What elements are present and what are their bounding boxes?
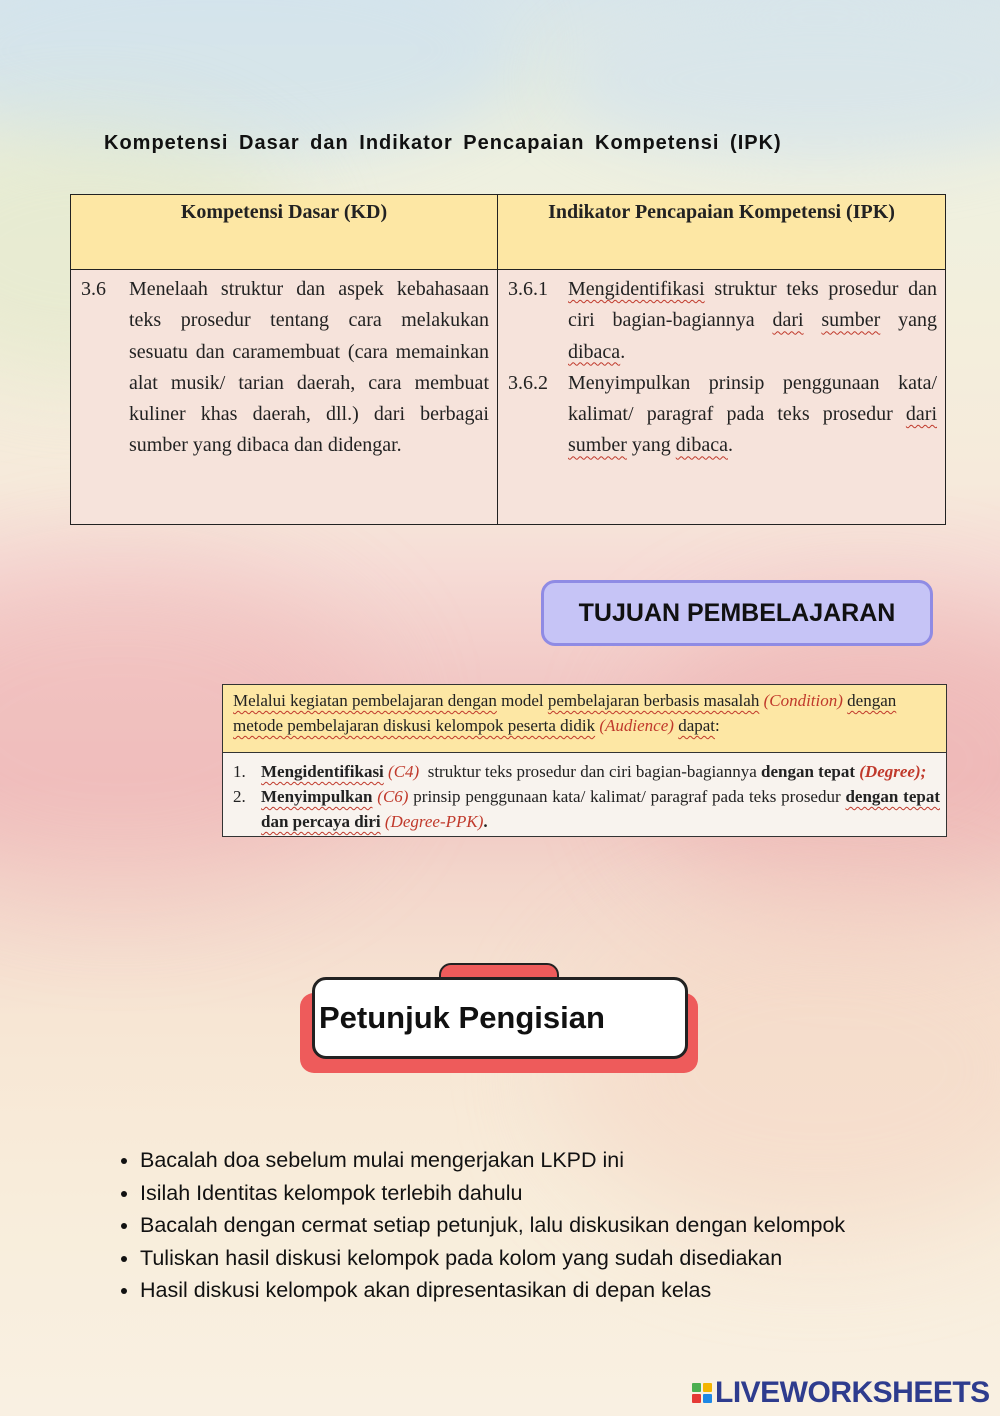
ipk-text-part: yang [626,434,676,457]
intro-text-part: : [715,716,720,735]
cognitive-level: (C6) [377,787,409,806]
verb-bold: Menyimpulkan [261,787,373,806]
tujuan-text [261,759,940,784]
ipk-text-part: yang [880,309,937,332]
tujuan-pembelajaran-label: TUJUAN PEMBELAJARAN [541,580,933,646]
verb-bold: Mengidentifikasi [261,762,384,781]
petunjuk-pengisian-banner [300,963,700,1075]
tujuan-number: 2. [233,787,246,806]
spell-underlined-word: sumber [568,434,627,457]
ipk-text-part [804,309,822,331]
spell-underlined-word: dengan metode pembelajaran diskusi kelompok peserta didik [233,691,897,735]
tujuan-item [233,784,940,834]
intro-text-part: model [496,691,548,710]
ipk-number: 3.6.2 [508,371,548,394]
kd-item [81,274,489,462]
table-row [223,753,947,837]
degree-bold: dengan tepat dan percaya diri [261,787,940,831]
tujuan-items-cell [223,753,947,837]
table-header-row [223,685,947,753]
tujuan-item [233,759,940,784]
ipk-item [508,368,937,462]
degree-label: (Degree-PPK) [384,812,484,831]
list-item: • Tuliskan hasil diskusi kelompok pada kolom yang sudah disediakan [140,1242,1000,1275]
liveworksheets-logo-icon [692,1383,712,1403]
sentence-end: . [483,812,488,831]
ipk-header: Indikator Pencapaian Kompetensi (IPK) [498,195,946,270]
tujuan-text [261,784,940,834]
spell-underlined-word: Melalui kegiatan pembelajaran dengan [233,691,497,710]
tujuan-body: prinsip penggunaan kata/ kalimat/ paragraf pada teks prosedur [413,787,841,806]
spell-underlined-word: dibaca [568,340,621,363]
ipk-item [508,274,937,368]
kd-cell [71,270,498,525]
ipk-text [568,274,937,368]
ipk-text-part: struktur teks prosedur dan ciri bagian-bagiannya [568,278,937,332]
ipk-text-part: . [727,434,733,457]
tujuan-intro [223,685,947,753]
ipk-text [568,368,937,462]
brand-name: LIVEWORKSHEETS [715,1376,990,1409]
page-title: Kompetensi Dasar dan Indikator Pencapaian Kompetensi (IPK) [104,132,782,154]
instructions-list [110,1144,1000,1307]
kd-header: Kompetensi Dasar (KD) [71,195,498,270]
spell-underlined-word: dari [772,309,804,332]
spell-underlined-word: sumber [821,309,881,332]
degree-label: (Degree); [859,762,927,781]
spell-underlined-word: dari [905,403,937,426]
list-item: • Isilah Identitas kelompok terlebih dahulu [140,1177,1000,1210]
table-header-row [71,195,946,270]
liveworksheets-logo[interactable] [692,1376,990,1410]
kd-ipk-table [70,194,946,525]
cognitive-level: (C4) [388,762,420,781]
spell-underlined-word: dibaca [675,434,728,457]
degree-bold: dengan tepat [761,762,855,781]
list-item: • Bacalah doa sebelum mulai mengerjakan LKPD ini [140,1144,1000,1177]
tujuan-body: struktur teks prosedur dan ciri bagian-bagiannya [427,762,757,781]
tujuan-pembelajaran-table [222,684,947,837]
audience-label: (Audience) [599,716,674,735]
petunjuk-pengisian-title: Petunjuk Pengisian [312,977,688,1059]
list-item: • Hasil diskusi kelompok akan dipresentasikan di depan kelas [140,1274,1000,1307]
kd-number: 3.6 [81,278,106,300]
tujuan-number: 1. [233,762,246,781]
kd-text: Menelaah struktur dan aspek kebahasaan teks prosedur tentang cara melakukan sesuatu dan caramembuat (cara memainkan alat musik/ tarian daerah, cara membuat kuliner khas daerah, dll.) dari berbagai sumber yang dibaca dan didengar. [129,278,489,457]
list-item: • Bacalah dengan cermat setiap petunjuk, lalu diskusikan dengan kelompok [140,1209,1000,1242]
ipk-number: 3.6.1 [508,278,548,300]
spell-underlined-word: pembelajaran berbasis masalah [547,691,760,710]
condition-label: (Condition) [763,691,843,710]
ipk-text-part: Menyimpulkan prinsip penggunaan kata/ kalimat/ paragraf pada teks prosedur [568,371,937,426]
spell-underlined-word: Mengidentifikasi [568,278,705,300]
ipk-cell [498,270,946,525]
table-row [71,270,946,525]
spell-underlined-word: dapat [678,716,716,735]
ipk-text-part: . [620,340,626,363]
